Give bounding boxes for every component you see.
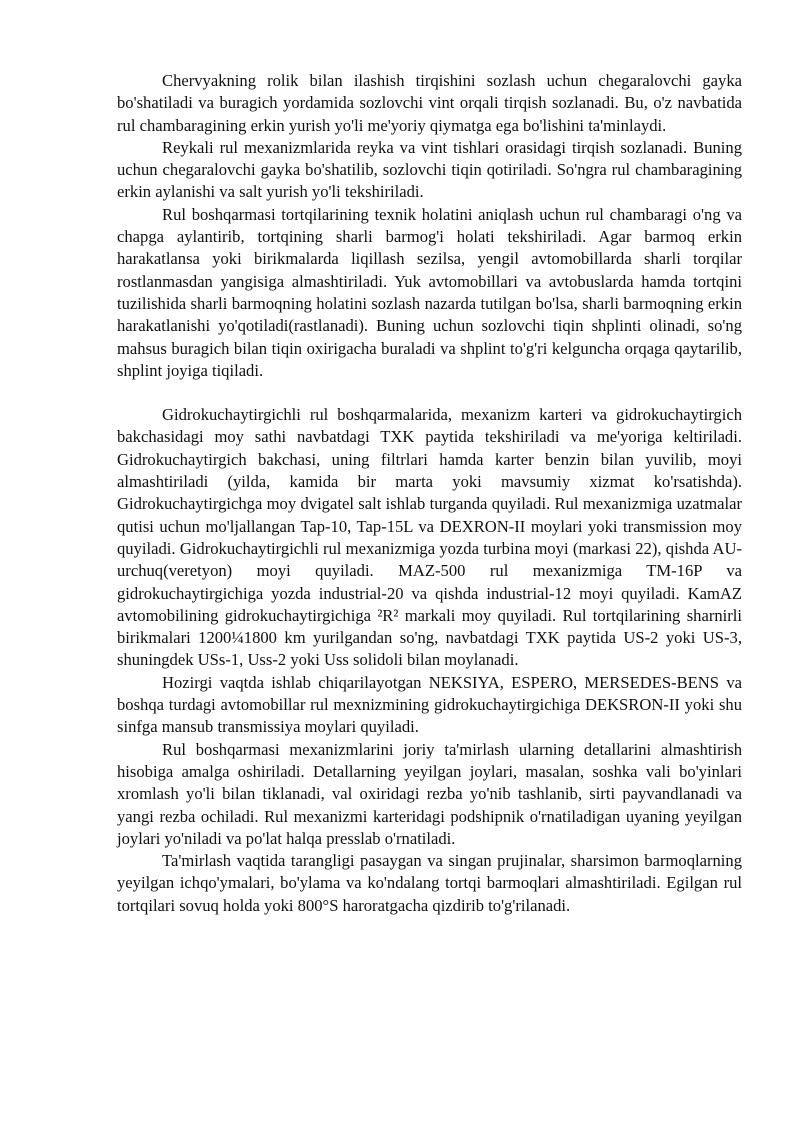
paragraph-modern-vehicles-oil: Hozirgi vaqtda ishlab chiqarilayotgan NEKSIYA, ESPERO, MERSEDES-BENS va boshqa turdagi avtomobillar rul mexnizmining gidrokuchaytirgichiga DEKSRON-II yoki shu sinfga mansub transmissiya moylari quyiladi. [117, 672, 742, 737]
paragraph-power-steering-oil: Gidrokuchaytirgichli rul boshqarmalarida, mexanizm karteri va gidrokuchaytirgich bakchasidagi moy sathi navbatdagi TXK paytida tekshiriladi va me'yoriga keltiriladi. Gidrokuchaytirgich bakchasi, uning filtrlari hamda karter benzin bilan yuvilib, moyi almashtiriladi (yilda, kamida bir marta yoki mavsumiy xizmat ko'rsatishda). Gidrokuchaytirgichga moy dvigatel salt ishlab turganda quyiladi. Rul mexanizmiga uzatmalar qutisi uchun mo'ljallangan Tap-10, Tap-15L va DEXRON-II moylari yoki transmission moy quyiladi. Gidrokuchaytirgichli rul mexanizmiga yozda turbina moyi (markasi 22), qishda AU-urchuq(veretyon) moyi quyiladi. MAZ-500 rul mexanizmiga TM-16P va gidrokuchaytirgichiga yozda industrial-20 va qishda industrial-12 moyi quyiladi. KamAZ avtomobilining gidrokuchaytirgichiga ²R² markali moy quyiladi. Rul tortqilarining sharnirli birikmalari 1200¼1800 km yurilgandan so'ng, navbatdagi TXK paytida US-2 yoki US-3, shuningdek USs-1, Uss-2 yoki Uss solidoli bilan moylanadi. [117, 405, 742, 670]
paragraph-worm-gear-adjustment: Chervyakning rolik bilan ilashish tirqishini sozlash uchun chegaralovchi gayka bo'shatiladi va buragich yordamida sozlovchi vint orqali tirqish sozlanadi. Bu, o'z navbatida rul chambaragining erkin yurish yo'li me'yoriy qiymatga ega bo'lishini ta'minlaydi. [117, 71, 742, 135]
paragraph-current-repair: Rul boshqarmasi mexanizmlarini joriy ta'mirlash ularning detallarini almashtirish hisobiga amalga oshiriladi. Detallarning yeyilgan joylari, masalan, soshka vali bo'yinlari xromlash yo'li bilan tiklanadi, val oxiridagi rezba yo'nib tashlanib, sirti payvandlanadi va yangi rezba ochiladi. Rul mexanizmi karteridagi podshipnik o'rnatiladigan uyaning yeyilgan joylari yo'niladi va po'lat halqa presslab o'rnatiladi. [117, 739, 742, 848]
paragraph-rack-steering-adjustment: Reykali rul mexanizmlarida reyka va vint tishlari orasidagi tirqish sozlanadi. Buning uchun chegaralovchi gayka bo'shatilib, sozlovchi tiqin qotiriladi. So'ngra rul chambaragining erkin aylanishi va salt yurish yo'li tekshiriladi. [117, 137, 742, 202]
document-page [117, 70, 742, 917]
paragraph-repair-replacement: Ta'mirlash vaqtida tarangligi pasaygan va singan prujinalar, sharsimon barmoqlarning yeyilgan ichqo'ymalari, bo'ylama va ko'ndalang tortqi barmoqlari almashtiriladi. Egilgan rul tortqilari sovuq holda yoki 800°S haroratgacha qizdirib to'g'rilanadi. [117, 851, 742, 915]
paragraph-tie-rod-inspection: Rul boshqarmasi tortqilarining texnik holatini aniqlash uchun rul chambaragi o'ng va chapga aylantirib, tortqining sharli barmog'i holati tekshiriladi. Agar barmoq erkin harakatlansa yoki birikmalarda liqillash sezilsa, yengil avtomobillarda sharli torqilar rostlanmasdan yangisiga almashtiriladi. Yuk avtomobillari va avtobuslarda hamda tortqini tuzilishida sharli barmoqning holatini sozlash nazarda tutilgan bo'lsa, sharli barmoqning erkin harakatlanishi yo'qotiladi(rastlanadi). Buning uchun sozlovchi tiqin shplinti olinadi, so'ng mahsus buragich bilan tiqin oxirigacha buraladi va shplint to'g'ri kelguncha orqaga qaytarilib, shplint joyiga tiqiladi. [117, 204, 742, 380]
